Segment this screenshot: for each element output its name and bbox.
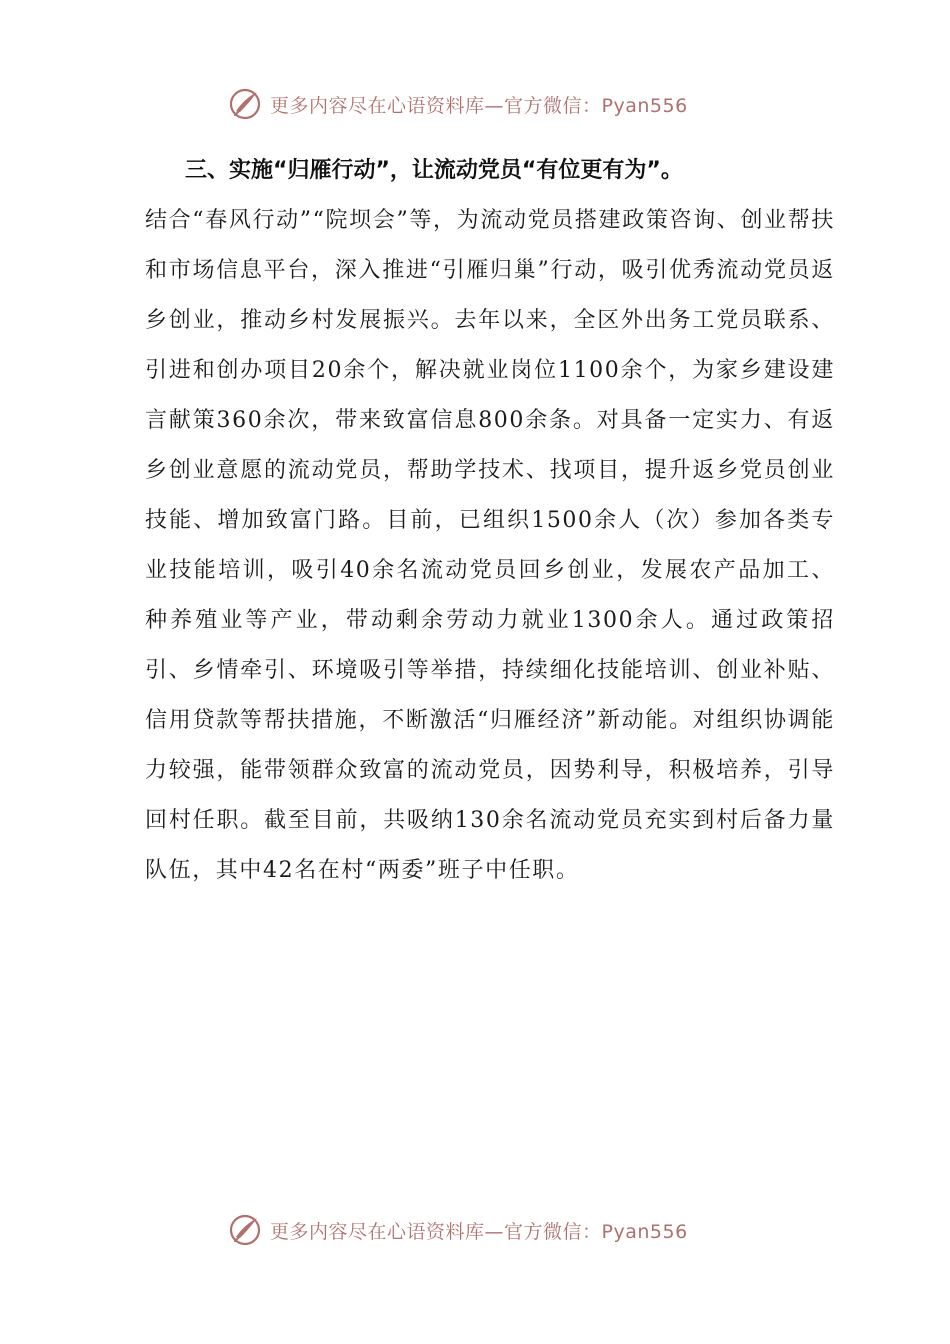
watermark-text: 更多内容尽在心语资料库—官方微信：Pyan556 bbox=[270, 1220, 688, 1243]
document-body bbox=[145, 146, 835, 896]
quill-logo-icon bbox=[228, 87, 262, 121]
quill-logo-icon bbox=[228, 1213, 262, 1247]
section-heading: 三、实施“归雁行动”，让流动党员“有位更有为”。 bbox=[185, 158, 683, 183]
body-paragraph: 结合“春风行动”“院坝会”等，为流动党员搭建政策咨询、创业帮扶和市场信息平台，深入推进“引雁归巢”行动，吸引优秀流动党员返乡创业，推动乡村发展振兴。去年以来，全区外出务工党员联系、引进和创办项目20余个，解决就业岗位1100余个，为家乡建设建言献策360余次，带来致富信息800余条。对具备一定实力、有返乡创业意愿的流动党员，帮助学技术、找项目，提升返乡党员创业技能、增加致富门路。目前，已组织1500余人（次）参加各类专业技能培训，吸引40余名流动党员回乡创业，发展农产品加工、种养殖业等产业，带动剩余劳动力就业1300余人。通过政策招引、乡情牵引、环境吸引等举措，持续细化技能培训、创业补贴、信用贷款等帮扶措施，不断激活“归雁经济”新动能。对组织协调能力较强，能带领群众致富的流动党员，因势利导，积极培养，引导回村任职。截至目前，共吸纳130余名流动党员充实到村后备力量队伍，其中42名在村“两委”班子中任职。 bbox=[145, 208, 835, 883]
footer-watermark bbox=[228, 1212, 688, 1248]
header-watermark bbox=[228, 86, 688, 122]
watermark-text: 更多内容尽在心语资料库—官方微信：Pyan556 bbox=[270, 94, 688, 117]
